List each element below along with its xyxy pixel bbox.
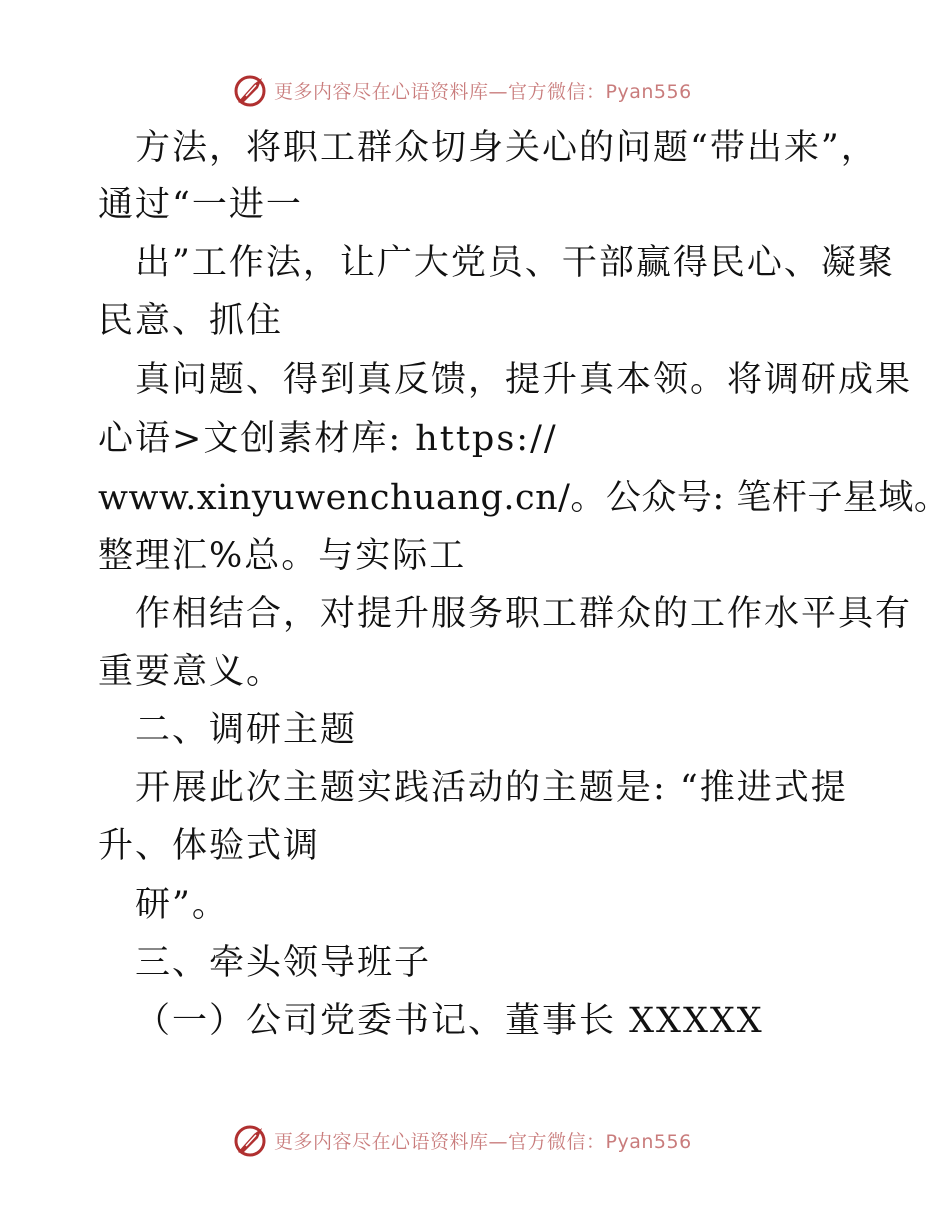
paragraph-line: 作相结合，对提升服务职工群众的工作水平具有 xyxy=(135,594,913,634)
footer-watermark-banner xyxy=(232,1120,692,1160)
paragraph-line: 开展此次主题实践活动的主题是: “推进式提 xyxy=(135,768,848,808)
paragraph-line: 研”。 xyxy=(135,885,229,925)
header-watermark-banner xyxy=(232,70,692,110)
quill-pen-circle-icon xyxy=(232,1122,268,1158)
paragraph-line: 出”工作法，让广大党员、干部赢得民心、凝聚 xyxy=(135,243,895,283)
paragraph-line: 重要意义。 xyxy=(98,652,284,692)
paragraph-line: 升、体验式调 xyxy=(98,826,321,866)
paragraph-line: 民意、抓住 xyxy=(98,301,284,341)
section-heading: 三、牵头领导班子 xyxy=(135,943,432,983)
paragraph-line: 方法，将职工群众切身关心的问题“带出来”， xyxy=(135,128,878,168)
footer-watermark-text: 更多内容尽在心语资料库—官方微信：Pyan556 xyxy=(274,1130,692,1153)
subsection-heading: （一）公司党委书记、董事长 XXXXX xyxy=(135,1001,764,1041)
paragraph-line: 真问题、得到真反馈，提升真本领。将调研成果 xyxy=(135,360,913,400)
header-watermark-text: 更多内容尽在心语资料库—官方微信：Pyan556 xyxy=(274,80,692,103)
paragraph-line: www.xinyuwenchuang.cn/。公众号: 笔杆子星域。 xyxy=(98,478,950,518)
paragraph-line: 心语>文创素材库: https:// xyxy=(98,419,558,459)
paragraph-line: 通过“一进一 xyxy=(98,185,303,225)
section-heading: 二、调研主题 xyxy=(135,710,358,750)
quill-pen-circle-icon xyxy=(232,72,268,108)
paragraph-line: 整理汇%总。与实际工 xyxy=(98,536,467,576)
